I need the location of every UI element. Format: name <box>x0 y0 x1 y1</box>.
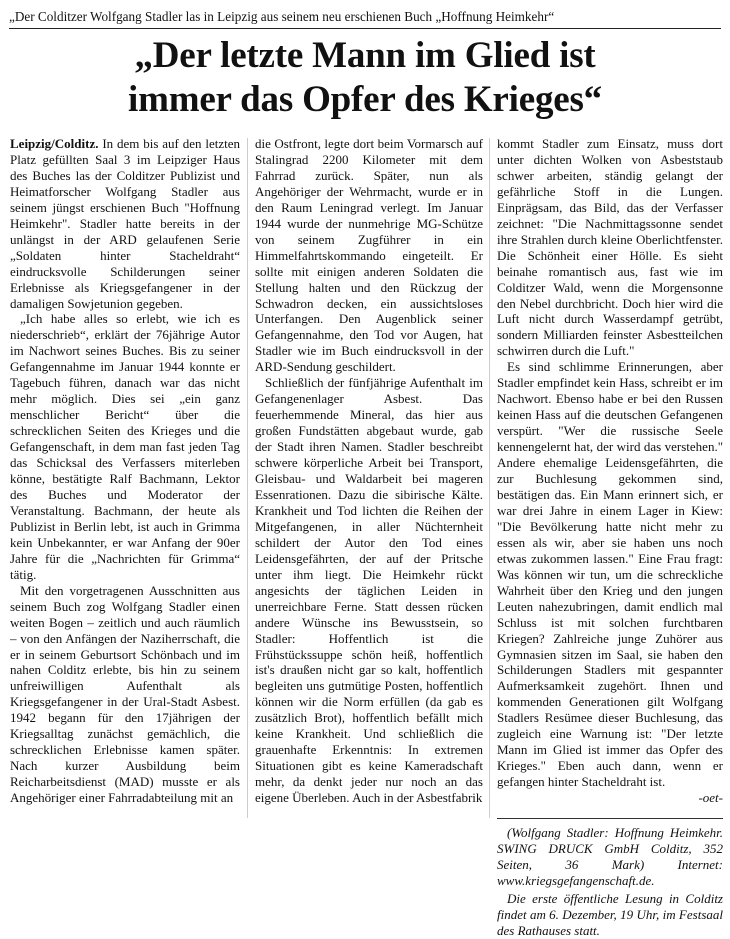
dateline: Leipzig/Colditz. <box>10 136 99 151</box>
article-body-continued <box>255 136 483 806</box>
infobox-divider <box>497 818 723 819</box>
article-paragraph: Mit den vorgetragenen Ausschnitten aus seinem Buch zog Wolfgang Stadler einen weiten Bogen – zeitlich und auch räumlich – von den Anfängen der Naziherrschaft, die er in seinem Geburtsort Schönbach und im nahen Colditz erlebte, bis hin zu seinem unfreiwilligen Aufenthalt als Kriegsgefangener in der Ural-Stadt Asbest. 1942 begann für den 17jährigen der Kriegsalltag zunächst gemächlich, die schrecklichen Erlebnisse kamen später. Nach kurzer Ausbildung beim Reicharbeitsdienst (MAD) musste er als Angehöriger einer Fahrradabteilung mit an <box>10 582 240 806</box>
headline-line-1: „Der letzte Mann im Glied ist <box>134 35 596 76</box>
column-divider <box>489 138 490 818</box>
paragraph-text: In dem bis auf den letzten Platz gefüllten Saal 3 im Leipziger Haus des Buches las der Colditzer Publizist und Heimatforscher Wolfgang Stadler aus seinem jüngst erschienen Buch "Hoffnung Heimkehr". Stadler hatte bereits in der unlängst in der ARD gelaufenen Serie „Soldaten hinter Stacheldraht“ eindrucksvolle Schilderungen seiner Erlebnisse als Kriegsgefangener in der damaligen Sowjetunion gegeben. <box>10 136 240 311</box>
reading-info: Die erste öffentliche Lesung in Colditz findet am 6. Dezember, 19 Uhr, im Festsaal des Rathauses statt. <box>497 890 723 938</box>
article-paragraph: „Ich habe alles so erlebt, wie ich es niederschrieb“, erklärt der 76jährige Autor im Nachwort seines Buches. Bis zu seiner Gefangennahme im Januar 1944 konnte er Tagebuch führen, danach war das nicht mehr möglich. Dies sei „ein ganz menschlicher Bericht“ über die schrecklichen Seiten des Krieges und die Gefangenschaft, in dem man fast jeden Tag das Schicksal des Verfassers miterleben könne, bestätigte Ralf Bachmann, Lektor des Buches und Moderator der Veranstaltung. Bachmann, der heute als Publizist in Berlin lebt, ist auch in Grimma kein Unbekannter, er war Anfang der 90er Jahre für die „Nachrichten für Grimma“ tätig. <box>10 311 240 582</box>
author-signature: -oet- <box>698 790 723 806</box>
article-paragraph <box>10 136 240 311</box>
article-paragraph: kommt Stadler zum Einsatz, muss dort unter dichten Wolken von Asbeststaub schwer arbeiten, ständig gelangt der gefährliche Stoff in die Lungen. Einprägsam, das Bild, das der Verfasser zeichnet: "Die Nachmittagssonne sendet ihre Strahlen durch kleine Oberlichtfenster. Die Schönheit einer Hölle. Es sieht beinahe romantisch aus, fast wie im Colditzer Wald, wenn die Morgensonne den Nebel durchbricht. Doch hier wird die Luft nicht durch Wasserdampf getrübt, sondern Milliarden feinster Asbestteilchen schwirren durch die Luft." <box>497 136 723 359</box>
article-body-continued <box>497 136 723 939</box>
article-column-3 <box>497 136 723 938</box>
headline <box>10 34 720 122</box>
article-paragraph: die Ostfront, legte dort beim Vormarsch auf Stalingrad 2200 Kilometer mit dem Fahrrad zurück. Später, nun als Angehöriger der Wehrmacht, wurde er in den Raum Leningrad verlegt. Im Januar 1944 wurde der nunmehrige MG-Schütze von seinem Zugführer in ein Himmelfahrtskommando eingeteilt. Er sollte mit einigen anderen Soldaten die Stellung halten und den Rückzug der Schwadron decken, ein aussichtsloses Unterfangen. Den Augenblick seiner Gefangennahme, den Tod vor Augen, hat Stadler wie im Buch eindrucksvoll in der ARD-Sendung geschildert. <box>255 136 483 375</box>
column-divider <box>247 138 248 818</box>
article-body <box>10 136 240 806</box>
article-paragraph: Schließlich der fünfjährige Aufenthalt im Gefangenenlager Asbest. Das feuerhemmende Mineral, das hier aus großen Fundstätten abgebaut wurde, gab der Stadt ihren Namen. Stadler beschreibt schwere körperliche Arbeit bei Transport, Gleisbau- und Waldarbeit bei mageren Essenrationen. Dazu die sibirische Kälte. Krankheit und Tod lichten die Reihen der Mitgefangenen, in aller Nüchternheit schildert der Autor den Tod eines Leidensgefährten, der auf der Pritsche unter ihm liegt. Die Heimkehr rückt angesichts der täglichen Leiden in unerreichbare Ferne. Statt dessen rücken andere Wünsche ins Bewusstsein, so Stadler: Hoffentlich ist die Frühstückssuppe schön heiß, hoffentlich ist's draußen nicht gar so kalt, hoffentlich begleiten uns gutmütige Posten, hoffentlich können wir die Norm erfüllen (da gab es zusätzlich Brot), hoffentlich befällt mich keine Krankheit. Und schließlich die grauenhafte Erkenntnis: In extremen Situationen gibt es keine Kameradschaft mehr, da denkt jeder nur noch an das eigene Überleben. Auch in der Asbestfabrik <box>255 375 483 806</box>
headline-line-2: immer das Opfer des Krieges“ <box>128 79 602 120</box>
article-column-1 <box>10 136 240 822</box>
article-column-2 <box>255 136 483 822</box>
book-info: (Wolfgang Stadler: Hoffnung Heimkehr. SWING DRUCK GmbH Colditz, 352 Seiten, 36 Mark) Internet: www.kriegsgefangenschaft.de. <box>497 825 723 888</box>
kicker-line: „Der Colditzer Wolfgang Stadler las in Leipzig aus seinem neu erschienen Buch „Hoffnung Heimkehr“ <box>9 6 721 29</box>
article-paragraph: Es sind schlimme Erinnerungen, aber Stadler empfindet kein Hass, schreibt er im Nachwort. Ebenso habe er bei den Russen keinen Hass auf die deutschen Gefangenen verspürt. "Wer die russische Seele kennengelernt hat, der wird das verstehen." Andere ehemalige Leidensgefährten, die zur Buchlesung gekommen sind, bestätigen das. Ein Mann erinnert sich, er war drei Jahre in einem Lager in Kiew: "Die Bevölkerung hatte nicht mehr zu essen als wir, aber sie haben uns noch etwas zukommen lassen." Eine Frau fragt: Was können wir tun, um die schreckliche Wahrheit über den Krieg und den jungen Leuten nahezubringen, damit endlich mal Schluss ist mit solchen furchtbaren Kriegen? Zahlreiche junge Zuhörer aus Gymnasien sitzen im Saal, sie haben den Schilderungen Stadlers mit gespannter Aufmerksamkeit zugehört. Ihnen und kommenden Generationen gilt Wolfgang Stadlers Resümee dieser Buchlesung, das zugleich eine Warnung ist: "Der letzte Mann im Glied ist immer das Opfer des Krieges." Eben auch dann, wenn er gefangen hinter Stacheldraht ist. <box>497 359 723 790</box>
